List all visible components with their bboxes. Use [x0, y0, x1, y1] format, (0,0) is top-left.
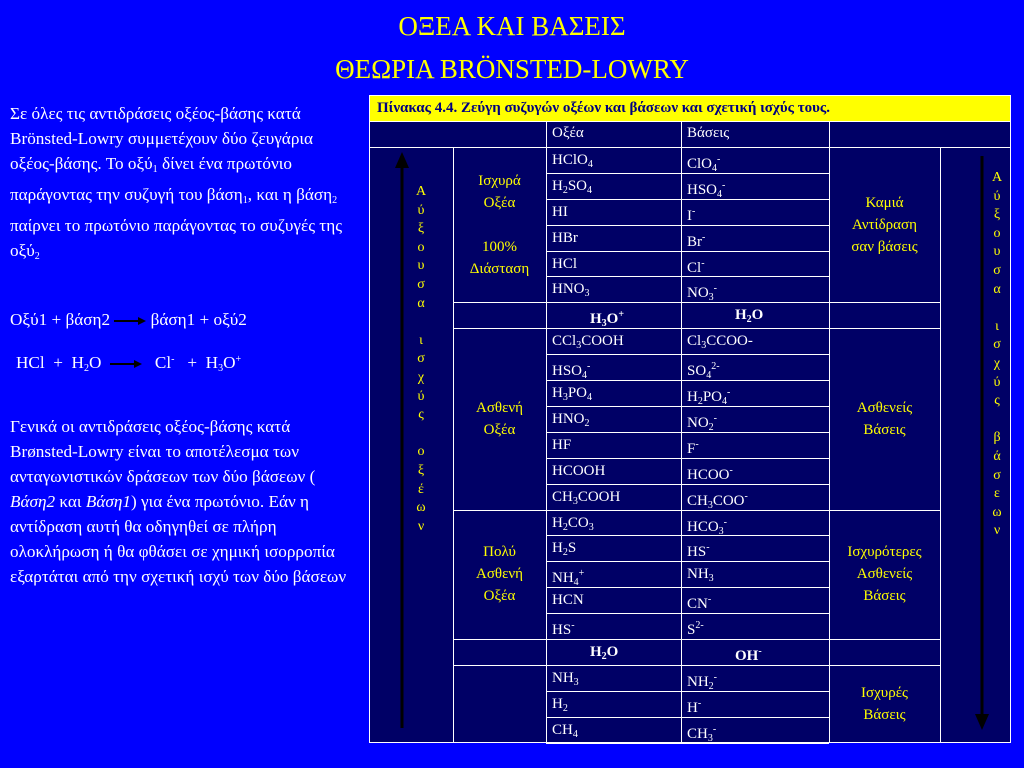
formula-part: HCN [552, 592, 584, 609]
formula-part: 3 [588, 521, 594, 533]
base-cell [687, 718, 829, 743]
formula-part: - [697, 697, 702, 709]
strong-acids-label-line [453, 214, 546, 236]
acid-strength-label-letter: χ [417, 369, 425, 385]
formula-part: CH [552, 721, 573, 738]
grid-line [1010, 95, 1011, 743]
hcl-equation: HCl + $H_2O$ Cl- + $H_3O^+$ [16, 353, 242, 374]
formula-part: - [571, 620, 575, 632]
formula-part: COOH [581, 333, 624, 350]
stronger-weak-bases-label-line: Βάσεις [863, 588, 906, 605]
acid-strength-label [413, 183, 429, 536]
base-strength-label-letter [989, 411, 1005, 430]
base-strength-label-letter: ν [993, 523, 1001, 539]
formula-part: HClO [552, 151, 588, 168]
strong-acids-label-line: Οξέα [483, 194, 516, 211]
column-header-bases: Βάσεις [687, 125, 730, 141]
formula-part: - [707, 594, 712, 606]
weak-bases-label-line: Ασθενείς [856, 399, 913, 416]
formula-part: 2 [562, 702, 568, 714]
formula-part: 3 [562, 392, 568, 403]
acid-strength-label-letter: ς [418, 407, 424, 423]
acid-cell [552, 562, 681, 587]
no-reaction-label-line: Αντίδραση [852, 216, 917, 233]
formula-part: CH [687, 725, 708, 742]
formula-part: H [552, 385, 563, 401]
formula-part: NH [552, 570, 574, 587]
formula-part: H [590, 644, 602, 660]
formula-part: Br [687, 233, 702, 250]
column-header-acids: Οξέα [552, 125, 584, 141]
formula-part: - [713, 671, 718, 683]
strong-acids-label-line: Διάσταση [469, 260, 530, 277]
strong-bases-label-line: Ισχυρές [861, 684, 908, 701]
acid-cell [552, 485, 681, 510]
acid-strength-label-letter: ύ [417, 388, 425, 404]
formula-part: HS [552, 622, 572, 639]
acid-cell [552, 614, 681, 639]
general-equation: Οξύ1 + βάση2 βάση1 + οξύ2 [10, 310, 247, 329]
base-strength-label-letter: ς [994, 393, 1000, 409]
formula-part: 3 [707, 732, 713, 743]
acid-strength-label-letter: υ [417, 258, 425, 274]
weak-bases-label-line: Βάσεις [863, 421, 906, 438]
acid-cell [552, 329, 681, 354]
formula-part: 2 [746, 314, 752, 326]
formula-part: - [692, 205, 696, 217]
formula-part: COOH [577, 488, 621, 505]
formula-part: - [702, 231, 706, 243]
grid-line [453, 639, 546, 640]
formula-part: 3 [708, 573, 714, 585]
acid-cell [552, 174, 681, 199]
formula-part: 2 [601, 651, 607, 662]
formula-part: 4 [712, 162, 718, 173]
base-strength-label-letter: β [993, 430, 1001, 446]
formula-part: HNO [552, 410, 585, 427]
formula-part: 4 [722, 396, 728, 406]
base-strength-label-letter: σ [993, 467, 1001, 483]
formula-part: 4 [706, 370, 712, 380]
formula-part: HF [552, 436, 572, 453]
base-cell [735, 303, 877, 328]
stronger-weak-bases-label-line: Ισχυρότερες [847, 544, 922, 561]
base-cell [687, 666, 829, 691]
page-title: ΟΞΕΑ ΚΑΙ ΒΑΣΕΙΣ [398, 11, 626, 41]
acid-cell [552, 718, 681, 743]
base-strength-label-letter: χ [993, 355, 1001, 371]
formula-part: 3 [707, 499, 713, 510]
acid-strength-arrow-icon [392, 152, 412, 728]
formula-part: H [552, 177, 563, 194]
acid-cell [590, 303, 719, 328]
formula-part: 2 [562, 184, 568, 196]
formula-part: 3 [701, 340, 707, 352]
acid-cell [552, 200, 681, 225]
base-strength-label-letter: ά [993, 448, 1001, 464]
base-cell [687, 614, 829, 639]
formula-part: HSO [552, 363, 583, 380]
formula-part: 3 [718, 525, 724, 536]
acid-strength-label-letter: σ [417, 276, 425, 292]
formula-part: I [687, 207, 692, 224]
formula-part: O [751, 307, 764, 324]
no-reaction-label [829, 147, 940, 302]
base-cell [687, 562, 829, 587]
formula-part: HCOOH [552, 462, 606, 479]
no-reaction-label-line: σαν βάσεις [851, 238, 918, 255]
base-strength-label-letter: α [993, 281, 1001, 297]
formula-part: NH [687, 566, 709, 583]
formula-part: H [687, 389, 698, 405]
acid-strength-label-letter: ο [417, 239, 425, 255]
formula-part: H [552, 514, 563, 531]
page-subtitle: ΘΕΩΡΙΑ BRÖNSTED-LOWRY [335, 54, 689, 84]
acid-cell [552, 433, 681, 458]
formula-part: - [723, 516, 728, 528]
base-strength-label-letter: σ [993, 262, 1001, 278]
grid-line [369, 121, 1011, 122]
formula-part: - [701, 257, 705, 269]
grid-line [453, 665, 546, 666]
strong-bases-label [829, 665, 940, 743]
acid-strength-label-letter: ν [417, 518, 425, 534]
formula-part: 2 [708, 680, 714, 691]
acid-cell [552, 355, 681, 380]
weak-acids-label-line: Ασθενή [475, 399, 524, 416]
base-cell [687, 485, 829, 510]
grid-line [369, 95, 370, 743]
very-weak-acids-label-line: Ασθενή [475, 566, 524, 583]
formula-part: 2 [708, 421, 714, 432]
base-cell [687, 407, 829, 432]
no-reaction-label-line: Καμιά [865, 194, 904, 211]
acid-cell [552, 407, 681, 432]
formula-part: 3 [708, 292, 714, 303]
formula-part: 3 [576, 340, 582, 352]
weak-acids-label [453, 328, 546, 509]
base-strength-label-letter: ξ [993, 207, 1001, 223]
weak-acids-label-line: Οξέα [483, 421, 516, 438]
acid-strength-label-letter: ύ [417, 202, 425, 218]
formula-part: HSO [687, 181, 718, 198]
base-cell [687, 200, 829, 225]
formula-part: OH [735, 648, 759, 664]
formula-part: - [729, 464, 733, 476]
stronger-weak-bases-label [829, 510, 940, 640]
base-cell [687, 536, 829, 561]
acid-strength-label-letter [413, 425, 429, 444]
base-strength-label-letter: ύ [993, 188, 1001, 204]
formula-part: CH [687, 492, 708, 509]
base-cell [687, 252, 829, 277]
base-cell [687, 174, 829, 199]
base-strength-label-letter: σ [993, 337, 1001, 353]
table-caption: Πίνακας 4.4. Ζεύγη συζυγών οξέων και βάσεων και σχετική ισχύς τους. [369, 95, 1011, 121]
base-cell [735, 640, 877, 665]
formula-part: CCl [552, 333, 577, 350]
formula-part: 3 [584, 288, 590, 300]
formula-part: S [567, 540, 577, 557]
formula-part: NO [687, 285, 709, 302]
acid-cell [590, 640, 719, 665]
base-strength-label-letter: ύ [993, 374, 1001, 390]
formula-part: H [735, 307, 747, 324]
stronger-weak-bases-label-line: Ασθενείς [856, 566, 913, 583]
base-cell [687, 588, 829, 613]
acid-cell [552, 692, 681, 717]
acid-strength-label-letter: ξ [417, 221, 425, 237]
strong-acids-label-line: Ισχυρά [478, 172, 521, 189]
formula-part: H [687, 699, 698, 716]
formula-part: - [727, 387, 731, 398]
formula-part: + [578, 568, 585, 580]
formula-part: HS [687, 544, 707, 561]
formula-part: SO [567, 177, 588, 194]
base-cell [687, 459, 829, 484]
formula-part: Cl [687, 259, 702, 276]
base-strength-label [989, 169, 1005, 541]
acid-strength-label-letter: ω [416, 500, 426, 516]
intro-paragraph: Σε όλες τις αντιδράσεις οξέος-βάσης κατά Brönsted-Lowry συμμετέχουν δύο ζευγάρια οξέος-βάσης. Το οξύ$_1$ δίνει ένα πρωτόνιο παράγοντας την συζυγή του βάση$_1$, και η βάση$_2$ παίρνει το πρωτόνιο παράγοντας το συζυγές της οξύ$_2$ [10, 104, 343, 262]
acid-cell [552, 511, 681, 536]
formula-part: NH [552, 669, 574, 686]
formula-part: H [552, 540, 563, 557]
formula-part: + [618, 309, 625, 321]
formula-part: SO [687, 363, 707, 380]
grid-line [369, 95, 1011, 96]
formula-part: - [587, 361, 591, 373]
very-weak-acids-label-line: Οξέα [483, 588, 516, 605]
formula-part: 2 [697, 396, 703, 406]
formula-part: NH [687, 673, 709, 690]
formula-part: CO [567, 514, 589, 531]
formula-part: ClO [687, 155, 713, 172]
base-strength-label-letter: ι [995, 318, 999, 334]
base-strength-label-letter: υ [993, 244, 1001, 260]
base-strength-label-letter: Α [991, 170, 1003, 185]
acid-cell [552, 226, 681, 251]
formula-part: 2 [562, 547, 568, 559]
acid-cell [552, 148, 681, 173]
formula-part: 4 [573, 577, 579, 588]
formula-part: 2- [695, 620, 704, 632]
formula-part: 4 [582, 370, 588, 380]
strong-acids-label-line: 100% [482, 238, 517, 255]
formula-part: - [713, 283, 718, 295]
formula-part: - [706, 542, 710, 554]
base-cell [687, 277, 829, 302]
formula-part: 3 [572, 495, 578, 507]
formula-part: - [758, 646, 762, 657]
formula-part: COO [712, 492, 745, 509]
acid-strength-label-letter: σ [417, 351, 425, 367]
weak-bases-label [829, 328, 940, 509]
acid-cell [552, 588, 681, 613]
acid-cell [552, 666, 681, 691]
base-strength-label-letter [989, 299, 1005, 318]
base-cell [687, 226, 829, 251]
strong-bases-label-line: Βάσεις [863, 706, 906, 723]
base-strength-label-letter: ε [994, 486, 1000, 502]
acid-strength-label-letter [413, 313, 429, 332]
acid-cell [552, 459, 681, 484]
base-cell [687, 329, 829, 354]
formula-part: Cl [687, 333, 702, 350]
formula-part: CH [552, 488, 573, 505]
acid-strength-label-letter: ι [419, 332, 423, 348]
acid-cell [552, 277, 681, 302]
formula-part: - [722, 179, 726, 191]
formula-part: 2 [562, 521, 568, 533]
formula-part: 4 [717, 188, 723, 199]
formula-part: - [712, 723, 717, 735]
formula-part: - [713, 412, 718, 424]
base-strength-label-letter: ω [992, 504, 1002, 520]
very-weak-acids-label [453, 510, 546, 640]
acid-strength-label-letter: ξ [417, 462, 425, 478]
formula-part: 2- [711, 361, 720, 373]
formula-part: 2 [584, 417, 590, 429]
formula-part: - [744, 490, 748, 502]
acid-strength-label-letter: Α [415, 184, 427, 199]
formula-part: CCOO- [706, 333, 753, 350]
formula-part: O [606, 311, 619, 328]
formula-part: 4 [572, 728, 578, 740]
formula-part: HCO [687, 518, 719, 535]
formula-part: H [590, 311, 602, 328]
formula-part: HCl [552, 255, 578, 272]
formula-part: HCOO [687, 466, 730, 483]
base-cell [687, 692, 829, 717]
base-strength-label-letter: ο [993, 225, 1001, 241]
conclusion-paragraph: Γενικά οι αντιδράσεις οξέος-βάσης κατά Brønsted-Lowry είναι το αποτέλεσμα των ανταγωνιστικών δράσεων των δύο βάσεων ( Βάση2 και Βάση1) για ένα πρωτόνιο. Εάν η αντίδραση αυτή θα οδηγηθεί σε πλήρη ολοκλήρωση ή θα φθάσει σε χημική ισορροπία εξαρτάται από την σχετική ισχύ των δύο βάσεων [10, 417, 347, 586]
base-cell [687, 148, 829, 173]
formula-part: - [695, 438, 699, 450]
formula-part: HI [552, 203, 568, 220]
acid-strength-label-letter: α [417, 295, 425, 311]
formula-part: CN [687, 596, 708, 613]
formula-part: PO [567, 385, 588, 401]
formula-part: S [687, 622, 696, 639]
formula-part: 4 [587, 184, 593, 196]
grid-line [546, 743, 829, 744]
acid-strength-label-letter: ο [417, 444, 425, 460]
formula-part: 3 [573, 676, 579, 688]
formula-part: 3 [601, 318, 607, 329]
formula-part: NO [687, 414, 709, 431]
acid-cell [552, 536, 681, 561]
formula-part: HBr [552, 229, 578, 246]
very-weak-acids-label-line: Πολύ [483, 544, 516, 561]
formula-part: O [606, 644, 619, 660]
formula-part: HNO [552, 281, 585, 298]
formula-part: F [687, 440, 696, 457]
arrow-right-icon [110, 359, 142, 369]
formula-part: 4 [587, 392, 593, 403]
formula-part: - [717, 153, 721, 165]
base-cell [687, 511, 829, 536]
arrow-right-icon [114, 316, 146, 326]
base-cell [687, 381, 829, 406]
acid-strength-label-letter: έ [418, 481, 424, 497]
acid-cell [552, 381, 681, 406]
acid-cell [552, 252, 681, 277]
grid-line [940, 147, 941, 743]
base-cell [687, 355, 829, 380]
base-cell [687, 433, 829, 458]
strong-acids-label [453, 147, 546, 302]
formula-part: PO [702, 389, 723, 405]
formula-part: H [552, 695, 563, 712]
formula-part: 4 [587, 158, 593, 170]
